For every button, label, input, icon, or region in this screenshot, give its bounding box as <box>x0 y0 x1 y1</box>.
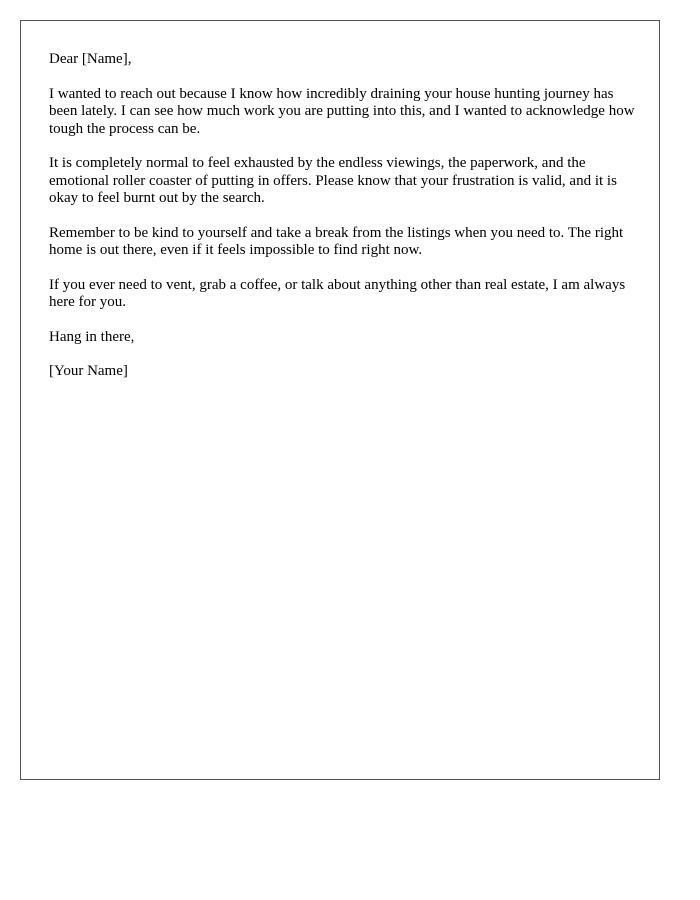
paragraph-4: If you ever need to vent, grab a coffee, or talk about anything other than real estate, I am always here for you. <box>49 276 626 310</box>
letter-body <box>49 51 637 398</box>
paragraph-3: Remember to be kind to yourself and take a break from the listings when you need to. The right home is out there, even if it feels impossible to find right now. <box>49 224 624 258</box>
letter-frame <box>20 20 660 780</box>
paragraph-1: I wanted to reach out because I know how incredibly draining your house hunting journey has been lately. I can see how much work you are putting into this, and I wanted to acknowledge how tough the process can be. <box>49 85 635 137</box>
signature: [Your Name] <box>49 363 128 379</box>
closing: Hang in there, <box>49 328 135 345</box>
salutation: Dear [Name], <box>49 51 132 67</box>
paragraph-2: It is completely normal to feel exhausted by the endless viewings, the paperwork, and the emotional roller coaster of putting in offers. Please know that your frustration is valid, and it is okay to feel burnt out by the search. <box>49 155 617 206</box>
